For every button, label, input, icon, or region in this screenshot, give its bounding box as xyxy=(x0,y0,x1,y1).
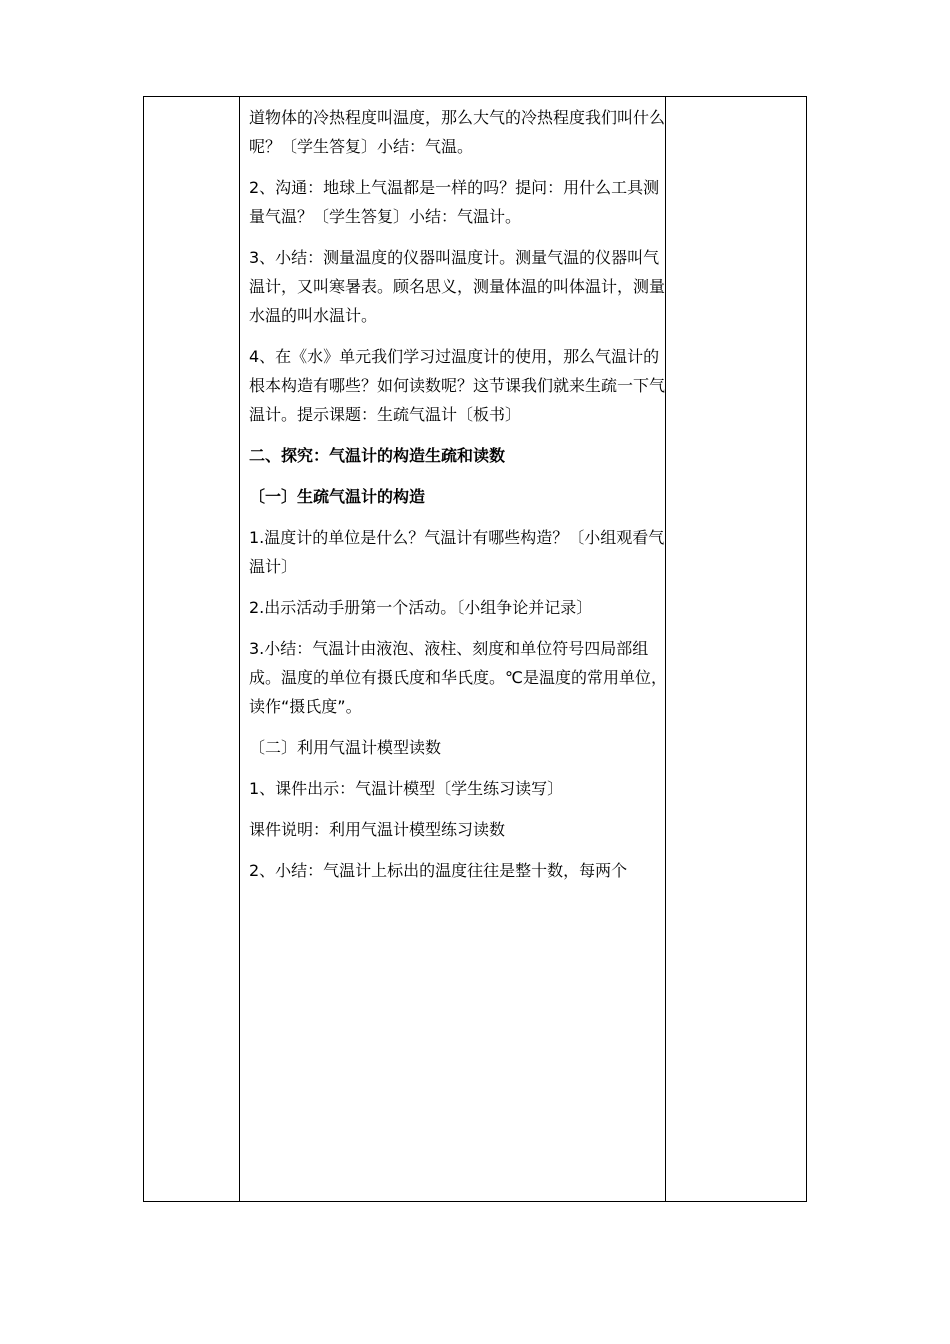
column-divider-left xyxy=(239,97,240,1201)
lesson-table xyxy=(143,96,807,1202)
paragraph-intro-temperature: 道物体的冷热程度叫温度，那么大气的冷热程度我们叫什么呢？〔学生答复〕小结：气温。 xyxy=(249,108,666,156)
paragraph-reading-note: 课件说明：利用气温计模型练习读数 xyxy=(249,820,506,839)
subsection-heading-structure: 〔一〕生疏气温计的构造 xyxy=(249,487,426,506)
paragraph-structure-1: 1.温度计的单位是什么？气温计有哪些构造？〔小组观看气温计〕 xyxy=(249,528,665,576)
paragraph-step-3: 3、小结：测量温度的仪器叫温度计。测量气温的仪器叫气温计，又叫寒暑表。顾名思义，测量体温的叫体温计，测量水温的叫水温计。 xyxy=(249,248,666,325)
paragraph-structure-3: 3.小结：气温计由液泡、液柱、刻度和单位符号四局部组成。温度的单位有摄氏度和华氏度。℃是温度的常用单位，读作“摄氏度”。 xyxy=(249,639,667,716)
paragraph-step-4: 4、在《水》单元我们学习过温度计的使用，那么气温计的根本构造有哪些？如何读数呢？这节课我们就来生疏一下气温计。提示课题：生疏气温计〔板书〕 xyxy=(249,347,666,424)
lesson-content-cell xyxy=(249,103,669,897)
paragraph-structure-2: 2.出示活动手册第一个活动。〔小组争论并记录〕 xyxy=(249,598,593,617)
paragraph-reading-1: 1、课件出示：气温计模型〔学生练习读写〕 xyxy=(249,779,564,798)
subsection-heading-reading: 〔二〕利用气温计模型读数 xyxy=(249,738,442,757)
paragraph-reading-2: 2、小结：气温计上标出的温度往往是整十数，每两个 xyxy=(249,861,628,880)
section-heading-explore: 二、探究：气温计的构造生疏和读数 xyxy=(249,446,506,465)
paragraph-step-2: 2、沟通：地球上气温都是一样的吗？提问：用什么工具测量气温？〔学生答复〕小结：气温计。 xyxy=(249,178,660,226)
